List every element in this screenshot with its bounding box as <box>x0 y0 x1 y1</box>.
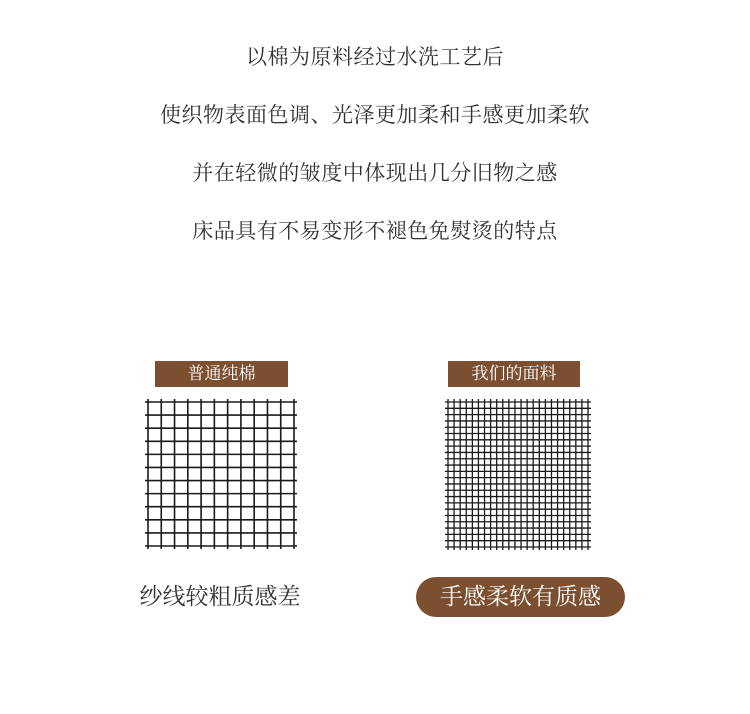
intro-line-1: 以棉为原料经过水洗工艺后 <box>246 45 504 69</box>
intro-line-2: 使织物表面色调、光泽更加柔和手感更加柔软 <box>160 103 590 127</box>
intro-line-4: 床品具有不易变形不褪色免熨烫的特点 <box>192 219 558 243</box>
fine-weave-grid-icon <box>445 399 591 550</box>
coarse-weave-grid-icon <box>145 399 297 549</box>
intro-line-3: 并在轻微的皱度中体现出几分旧物之感 <box>192 161 558 185</box>
our-fabric-caption: 手感柔软有质感 <box>416 577 625 617</box>
our-fabric-label: 我们的面料 <box>448 361 580 387</box>
ordinary-cotton-label: 普通纯棉 <box>155 361 288 387</box>
ordinary-cotton-caption: 纱线较粗质感差 <box>139 584 301 610</box>
